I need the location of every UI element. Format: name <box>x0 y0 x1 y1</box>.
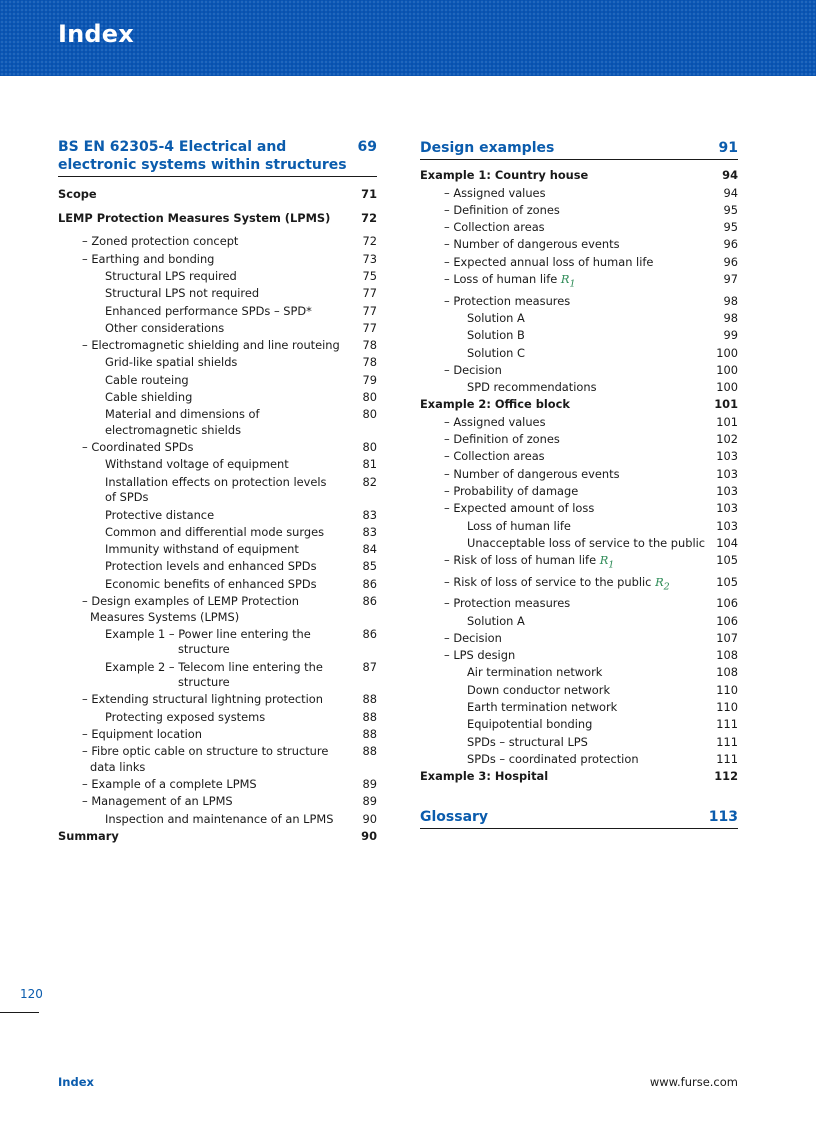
index-entry[interactable] <box>420 484 738 500</box>
entry-page: 97 <box>723 272 738 287</box>
index-entry[interactable] <box>58 457 377 473</box>
entry-page: 98 <box>723 310 738 325</box>
entry-page: 96 <box>723 254 738 269</box>
index-entry[interactable] <box>58 304 377 320</box>
entry-page: 77 <box>362 286 377 301</box>
entry-page: 77 <box>362 303 377 318</box>
entry-label: SPDs – structural LPS <box>467 734 588 749</box>
entry-label: Example 3: Hospital <box>420 769 549 784</box>
entry-page: 86 <box>362 626 377 641</box>
entry-page: 79 <box>362 372 377 387</box>
index-entry[interactable] <box>58 407 377 438</box>
entry-label: LEMP Protection Measures System (LPMS) <box>58 210 331 225</box>
risk-symbol: $R_1$ <box>599 553 615 571</box>
section-heading[interactable] <box>420 138 738 160</box>
entry-label: – Risk of loss of service to the public $R_2$ <box>444 574 670 592</box>
entry-page: 111 <box>716 717 738 732</box>
index-entry[interactable] <box>420 575 738 595</box>
index-entry[interactable] <box>420 735 738 751</box>
entry-page: 88 <box>362 692 377 707</box>
page-number-rule <box>0 1012 39 1013</box>
entry-label: – Expected annual loss of human life <box>444 254 654 269</box>
section-heading-page: 91 <box>718 140 738 156</box>
entry-label: Inspection and maintenance of an LPMS <box>105 811 334 826</box>
index-entry[interactable] <box>420 467 738 483</box>
index-entry[interactable] <box>420 380 738 396</box>
section-heading-title: BS EN 62305-4 Electrical and electronic systems within structures <box>58 139 347 173</box>
index-entry[interactable] <box>58 594 377 625</box>
index-entry[interactable] <box>420 294 738 310</box>
entry-label: Example 1: Country house <box>420 168 589 183</box>
entry-page: 73 <box>362 251 377 266</box>
glossary-page: 113 <box>708 808 738 825</box>
entry-label: Down conductor network <box>467 682 611 697</box>
entry-label: – Collection areas <box>444 449 545 464</box>
header-banner <box>0 0 816 76</box>
index-entry[interactable] <box>58 794 377 810</box>
entry-label: – Definition of zones <box>444 202 560 217</box>
entry-page: 110 <box>716 682 738 697</box>
entry-label: – Equipment location <box>82 727 202 742</box>
entry-label: Material and dimensions of electromagnetic shields <box>105 407 260 437</box>
index-entry[interactable] <box>420 346 738 362</box>
entry-label: – Earthing and bonding <box>82 251 215 266</box>
entry-label: Air termination network <box>467 665 603 680</box>
section-heading[interactable] <box>58 138 377 177</box>
entry-label: Scope <box>58 186 97 201</box>
index-entry-lpms[interactable] <box>58 211 377 227</box>
index-entry-example-3[interactable] <box>420 769 738 785</box>
index-entry[interactable] <box>420 237 738 253</box>
entry-page: 96 <box>723 237 738 252</box>
entry-page: 80 <box>362 407 377 422</box>
index-entry[interactable] <box>58 508 377 524</box>
entry-page: 104 <box>716 535 738 550</box>
index-entry[interactable] <box>420 596 738 612</box>
index-entry[interactable] <box>58 286 377 302</box>
entry-page: 103 <box>716 501 738 516</box>
entry-page: 90 <box>362 811 377 826</box>
entry-page: 112 <box>714 769 738 784</box>
index-entry[interactable] <box>58 812 377 828</box>
entry-page: 75 <box>362 268 377 283</box>
index-entry[interactable] <box>58 627 377 658</box>
entry-page: 106 <box>716 613 738 628</box>
index-entry[interactable] <box>58 727 377 743</box>
entry-page: 103 <box>716 449 738 464</box>
section-heading-page: 69 <box>357 139 377 155</box>
entry-label: – Assigned values <box>444 414 546 429</box>
entry-page: 105 <box>716 574 738 589</box>
entry-label: – Zoned protection concept <box>82 234 239 249</box>
index-column-left <box>58 138 377 845</box>
index-entry[interactable] <box>420 536 738 552</box>
entry-page: 72 <box>362 234 377 249</box>
index-entry[interactable] <box>58 252 377 268</box>
entry-page: 71 <box>361 186 377 201</box>
index-entry[interactable] <box>58 338 377 354</box>
index-entry[interactable] <box>420 665 738 681</box>
index-entry[interactable] <box>420 311 738 327</box>
entry-label: – Fibre optic cable on structure to structure data links <box>82 744 329 774</box>
index-entry[interactable] <box>420 449 738 465</box>
glossary-heading[interactable] <box>420 807 738 829</box>
entry-label: – Design examples of LEMP Protection Measures Systems (LPMS) <box>82 594 299 624</box>
entry-label: – Collection areas <box>444 220 545 235</box>
entry-page: 83 <box>362 507 377 522</box>
index-entry[interactable] <box>420 415 738 431</box>
entry-page: 107 <box>716 630 738 645</box>
entry-page: 87 <box>362 659 377 674</box>
entry-label: Unacceptable loss of service to the public <box>467 535 706 550</box>
index-entry[interactable] <box>58 321 377 337</box>
index-entry[interactable] <box>58 475 377 506</box>
index-entry-summary[interactable] <box>58 829 377 845</box>
footer-section-label: Index <box>58 1075 94 1089</box>
index-entry[interactable] <box>58 525 377 541</box>
index-entry[interactable] <box>58 777 377 793</box>
entry-label: Example 1 – Power line entering the structure <box>105 626 311 657</box>
entry-label: Solution B <box>467 328 525 343</box>
index-entry[interactable] <box>420 363 738 379</box>
entry-label: – Protection measures <box>444 293 571 308</box>
entry-label: Enhanced performance SPDs – SPD* <box>105 303 312 318</box>
entry-page: 88 <box>362 727 377 742</box>
entry-label: Protective distance <box>105 507 215 522</box>
entry-page: 86 <box>362 594 377 609</box>
index-entry[interactable] <box>420 501 738 517</box>
entry-page: 108 <box>716 665 738 680</box>
glossary-title: Glossary <box>420 808 489 825</box>
entry-page: 103 <box>716 483 738 498</box>
risk-symbol: $R_1$ <box>560 272 576 290</box>
index-entry[interactable] <box>420 328 738 344</box>
entry-page: 88 <box>362 709 377 724</box>
entry-label: Loss of human life <box>467 518 571 533</box>
entry-page: 84 <box>362 542 377 557</box>
entry-label: Protection levels and enhanced SPDs <box>105 559 317 574</box>
entry-page: 106 <box>716 596 738 611</box>
entry-page: 102 <box>716 432 738 447</box>
entry-page: 95 <box>723 202 738 217</box>
entry-label: SPDs – coordinated protection <box>467 751 639 766</box>
entry-label: – Decision <box>444 630 502 645</box>
entry-label: – Number of dangerous events <box>444 466 620 481</box>
index-entry[interactable] <box>58 355 377 371</box>
entry-label: Installation effects on protection levels of SPDs <box>105 474 327 505</box>
index-entry[interactable] <box>58 440 377 456</box>
index-entry[interactable] <box>420 272 738 292</box>
entry-label: Structural LPS required <box>105 268 237 283</box>
index-entry[interactable] <box>420 752 738 768</box>
entry-label: – Electromagnetic shielding and line routeing <box>82 338 340 353</box>
entry-page: 85 <box>362 559 377 574</box>
index-entry[interactable] <box>420 432 738 448</box>
entry-page: 89 <box>362 794 377 809</box>
index-entry[interactable] <box>420 648 738 664</box>
index-entry[interactable] <box>420 519 738 535</box>
index-entry-example-2[interactable] <box>420 397 738 413</box>
entry-page: 90 <box>361 829 377 843</box>
entry-label: Earth termination network <box>467 700 618 715</box>
section-heading-title: Design examples <box>420 140 555 156</box>
entry-label: SPD recommendations <box>467 380 597 395</box>
index-entry[interactable] <box>58 559 377 575</box>
entry-label: Other considerations <box>105 320 225 335</box>
entry-label: – Extending structural lightning protection <box>82 692 323 707</box>
index-entry[interactable] <box>420 700 738 716</box>
entry-page: 83 <box>362 524 377 539</box>
index-entry[interactable] <box>58 710 377 726</box>
entry-label: Cable routeing <box>105 372 189 387</box>
index-entry[interactable] <box>58 373 377 389</box>
entry-page: 81 <box>362 457 377 472</box>
entry-page: 100 <box>716 380 738 395</box>
entry-label: Summary <box>58 829 119 843</box>
entry-label: Cable shielding <box>105 390 193 405</box>
entry-label: Grid-like spatial shields <box>105 355 238 370</box>
entry-label: – Management of an LPMS <box>82 794 233 809</box>
entry-label: – Expected amount of loss <box>444 501 595 516</box>
index-entry[interactable] <box>58 660 377 691</box>
entry-page: 99 <box>723 328 738 343</box>
index-entry[interactable] <box>420 186 738 202</box>
entry-label: – Assigned values <box>444 185 546 200</box>
entry-label: – Protection measures <box>444 596 571 611</box>
entry-page: 105 <box>716 553 738 568</box>
entry-label: – Definition of zones <box>444 432 560 447</box>
footer-website[interactable]: www.furse.com <box>649 1075 738 1089</box>
page-number: 120 <box>20 987 43 1001</box>
entry-label: – Number of dangerous events <box>444 237 620 252</box>
entry-label: Economic benefits of enhanced SPDs <box>105 576 317 591</box>
entry-label: Solution A <box>467 310 525 325</box>
entry-label: Withstand voltage of equipment <box>105 457 289 472</box>
entry-page: 103 <box>716 518 738 533</box>
entry-label: – LPS design <box>444 648 516 663</box>
index-entry[interactable] <box>58 542 377 558</box>
index-entry[interactable] <box>58 234 377 250</box>
entry-label: Example 2: Office block <box>420 397 570 412</box>
index-entry[interactable] <box>420 614 738 630</box>
entry-page: 94 <box>723 185 738 200</box>
index-entry[interactable] <box>420 683 738 699</box>
entry-label: – Probability of damage <box>444 483 579 498</box>
risk-symbol: $R_2$ <box>655 574 670 592</box>
entry-page: 101 <box>716 414 738 429</box>
index-entry[interactable] <box>420 553 738 573</box>
entry-label: Structural LPS not required <box>105 286 260 301</box>
index-entry[interactable] <box>420 255 738 271</box>
entry-page: 88 <box>362 744 377 759</box>
index-entry-scope[interactable] <box>58 187 377 203</box>
entry-page: 103 <box>716 466 738 481</box>
entry-page: 95 <box>723 220 738 235</box>
entry-page: 111 <box>716 751 738 766</box>
page-title: Index <box>58 20 134 48</box>
entry-page: 98 <box>723 293 738 308</box>
entry-label: – Decision <box>444 362 502 377</box>
entry-label: – Risk of loss of human life $R_1$ <box>444 553 615 571</box>
entry-page: 77 <box>362 320 377 335</box>
entry-label: Common and differential mode surges <box>105 524 325 539</box>
entry-label: – Coordinated SPDs <box>82 440 194 455</box>
index-entry[interactable] <box>420 717 738 733</box>
entry-page: 108 <box>716 648 738 663</box>
entry-page: 78 <box>362 338 377 353</box>
entry-label: Example 2 – Telecom line entering the structure <box>105 659 323 690</box>
index-entry[interactable] <box>58 269 377 285</box>
index-entry[interactable] <box>420 220 738 236</box>
entry-page: 101 <box>714 397 738 412</box>
entry-page: 78 <box>362 355 377 370</box>
entry-page: 82 <box>362 474 377 489</box>
entry-page: 80 <box>362 440 377 455</box>
index-entry[interactable] <box>58 692 377 708</box>
entry-label: Protecting exposed systems <box>105 709 266 724</box>
entry-label: Immunity withstand of equipment <box>105 542 299 557</box>
index-column-right <box>420 138 738 829</box>
entry-page: 89 <box>362 777 377 792</box>
entry-page: 100 <box>716 345 738 360</box>
index-entry[interactable] <box>58 390 377 406</box>
index-entry[interactable] <box>420 203 738 219</box>
entry-page: 111 <box>716 734 738 749</box>
entry-label: – Example of a complete LPMS <box>82 777 257 792</box>
entry-label: Solution A <box>467 613 525 628</box>
index-entry[interactable] <box>58 577 377 593</box>
entry-label: – Loss of human life $R_1$ <box>444 272 576 290</box>
entry-page: 86 <box>362 576 377 591</box>
index-entry[interactable] <box>58 744 377 775</box>
entry-page: 100 <box>716 362 738 377</box>
entry-label: Equipotential bonding <box>467 717 593 732</box>
entry-label: Solution C <box>467 345 525 360</box>
entry-page: 72 <box>361 210 377 225</box>
entry-page: 94 <box>722 168 738 183</box>
entry-page: 80 <box>362 390 377 405</box>
entry-page: 110 <box>716 700 738 715</box>
index-entry-example-1[interactable] <box>420 168 738 184</box>
index-entry[interactable] <box>420 631 738 647</box>
